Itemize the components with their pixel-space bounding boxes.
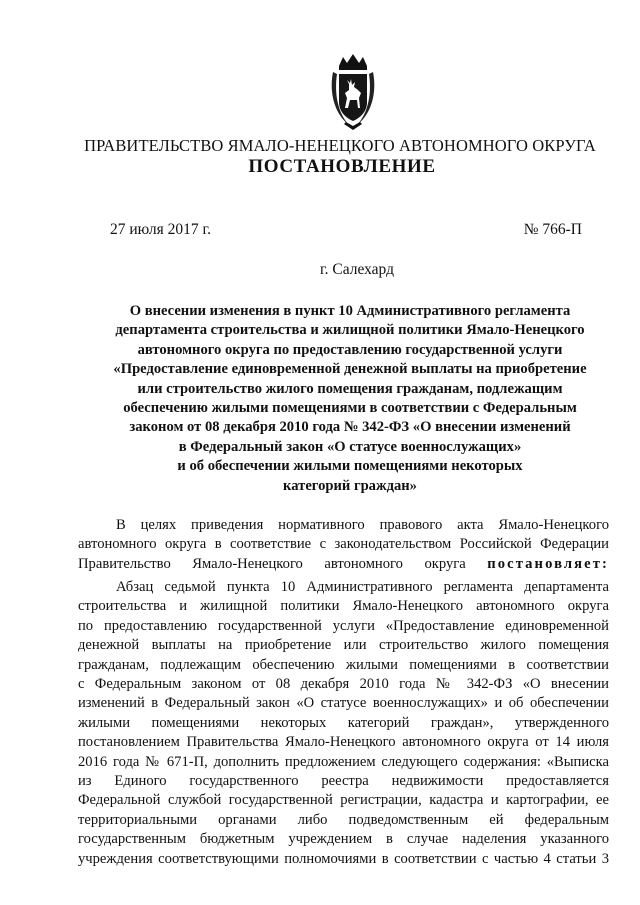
subject-line: категорий граждан» (283, 477, 417, 494)
document-city: г. Салехард (320, 261, 394, 278)
paragraph-line: учреждения соответствующими полномочиями в соответствии с частью 4 статьи 3 (78, 850, 609, 867)
document-subject (90, 302, 610, 496)
paragraph-line: 2016 года № 671-П, дополнить предложением следующего содержания: «Выписка (78, 753, 609, 770)
subject-line: и об обеспечении жилыми помещениями некоторых (177, 458, 523, 475)
document-date: 27 июля 2017 г. (110, 221, 211, 238)
paragraph-line: по предоставлению государственной услуги «Предоставление единовременной (78, 617, 609, 634)
decree-word: постановляет: (487, 555, 609, 572)
body-paragraph (78, 578, 609, 869)
document-number: № 766-П (523, 221, 582, 238)
paragraph-line: государственным бюджетным учреждением в случае наделения указанного (78, 831, 609, 848)
subject-line: «Предоставление единовременной денежной выплаты на приобретение (113, 361, 587, 378)
paragraph-line: изменений в Федеральный закон «О статусе военнослужащих» и об обеспечении (78, 695, 609, 712)
yanao-coat-of-arms-icon (330, 52, 376, 132)
paragraph-line: В целях приведения нормативного правового акта Ямало-Ненецкого (116, 517, 609, 533)
subject-line: департамента строительства и жилищной политики Ямало-Ненецкого (115, 322, 585, 339)
paragraph-line: жилыми помещениями некоторых категорий граждан», утвержденного (78, 714, 609, 731)
subject-line: О внесении изменения в пункт 10 Административного регламента (129, 303, 571, 319)
paragraph-line: Абзац седьмой пункта 10 Административного регламента департамента (116, 579, 609, 595)
paragraph-line: денежной выплаты на приобретение или строительство жилого помещения (78, 637, 609, 654)
paragraph-line: с Федеральным законом от 08 декабря 2010 года № 342-ФЗ «О внесении (78, 676, 609, 693)
paragraph-line (78, 555, 609, 574)
paragraph-line: Федеральной службой государственной регистрации, кадастра и картографии, ее (78, 792, 609, 809)
preamble-paragraph (78, 516, 609, 574)
subject-line: законом от 08 декабря 2010 года № 342-ФЗ «О внесении изменений (129, 419, 571, 436)
subject-line: или строительство жилого помещения гражданам, подлежащим (137, 380, 563, 397)
paragraph-line-text: Правительство Ямало-Ненецкого автономного округа (78, 555, 466, 572)
paragraph-line: из Единого государственного реестра недвижимости предоставляется (78, 773, 609, 790)
document-type-title: ПОСТАНОВЛЕНИЕ (248, 156, 436, 177)
paragraph-line: строительства и жилищной политики Ямало-Ненецкого автономного округа (78, 598, 609, 615)
subject-line: автономного округа по предоставлению государственной услуги (137, 341, 563, 358)
subject-line: обеспечению жилыми помещениями в соответствии с Федеральным (123, 400, 577, 417)
government-title: ПРАВИТЕЛЬСТВО ЯМАЛО-НЕНЕЦКОГО АВТОНОМНОГО ОКРУГА (84, 136, 596, 155)
paragraph-line: постановлением Правительства Ямало-Ненецкого автономного округа от 14 июля (78, 734, 609, 751)
paragraph-line: территориальными органами либо подведомственным ей федеральным (78, 811, 609, 828)
subject-line: в Федеральный закон «О статусе военнослужащих» (178, 438, 522, 455)
paragraph-line: гражданам, подлежащим обеспечению жилыми помещениями в соответствии (78, 656, 609, 673)
paragraph-line: автономного округа в соответствие с законодательством Российской Федерации (78, 536, 609, 553)
